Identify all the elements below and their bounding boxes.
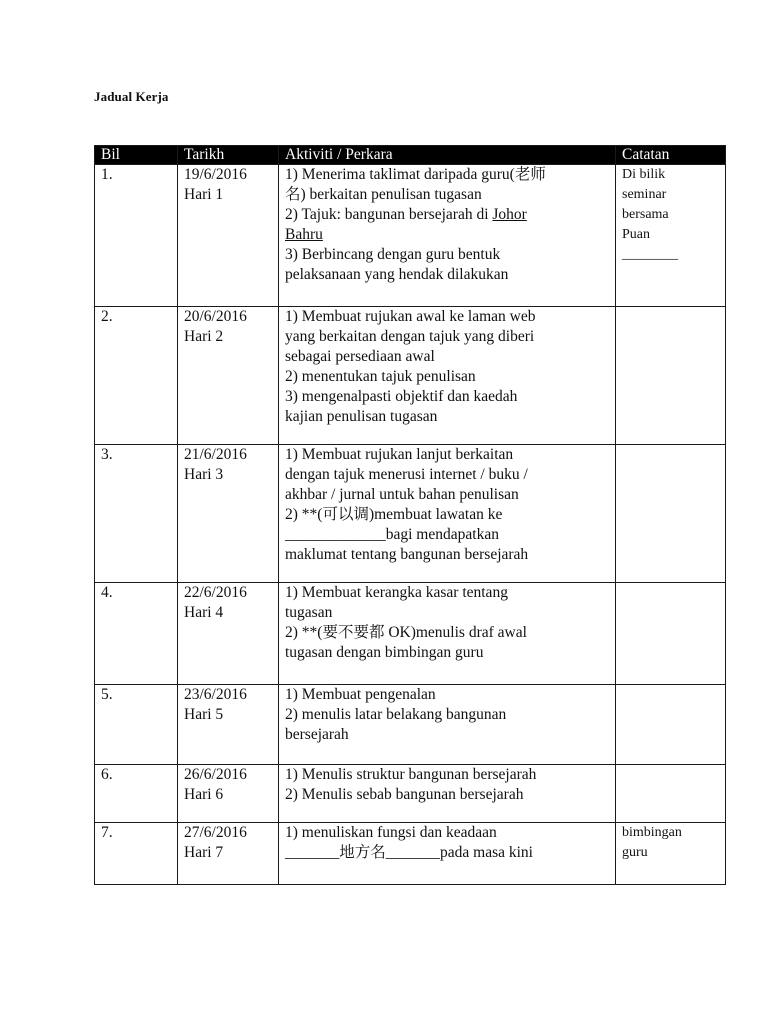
activity-text: 2) **(可以调)membuat lawatan ke: [285, 506, 503, 523]
cell-aktiviti: [279, 445, 616, 583]
activity-text: 1) Menulis struktur bangunan bersejarah: [285, 766, 537, 783]
activity-text: 2) Menulis sebab bangunan bersejarah: [285, 786, 524, 803]
activity-line: [285, 245, 609, 265]
cell-catatan: [616, 685, 726, 765]
row-day: Hari 2: [184, 328, 224, 345]
activity-line: [285, 407, 609, 427]
cell-aktiviti: [279, 823, 616, 885]
row-date: 23/6/2016: [184, 686, 247, 703]
cell-tarikh: [178, 165, 279, 307]
cell-bil: [95, 445, 178, 583]
row-day: Hari 1: [184, 186, 224, 203]
activity-text: 1) Menerima taklimat daripada guru(老师: [285, 166, 546, 183]
note-line: seminar: [622, 187, 667, 202]
activity-underlined-text: Bahru: [285, 226, 323, 243]
cell-catatan: [616, 583, 726, 685]
activity-text: pelaksanaan yang hendak dilakukan: [285, 266, 509, 283]
activity-line: [285, 205, 609, 225]
activity-text: tugasan: [285, 604, 333, 621]
activity-text: maklumat tentang bangunan bersejarah: [285, 546, 529, 563]
activity-line: [285, 185, 609, 205]
activity-line: [285, 725, 609, 745]
activity-line: [285, 505, 609, 525]
row-day: Hari 3: [184, 466, 224, 483]
row-number: 1.: [101, 166, 113, 183]
row-number: 7.: [101, 824, 113, 841]
cell-bil: [95, 165, 178, 307]
cell-catatan: [616, 307, 726, 445]
activity-line: [285, 785, 609, 805]
cell-tarikh: [178, 583, 279, 685]
activity-text: 3) mengenalpasti objektif dan kaedah: [285, 388, 518, 405]
row-number: 5.: [101, 686, 113, 703]
table-row: [95, 685, 726, 765]
activity-line: [285, 387, 609, 407]
table-row: [95, 445, 726, 583]
activity-text: _____________bagi mendapatkan: [285, 526, 499, 543]
row-number: 2.: [101, 308, 113, 325]
row-date: 19/6/2016: [184, 166, 247, 183]
activity-text: bersejarah: [285, 726, 349, 743]
row-number: 3.: [101, 446, 113, 463]
row-day: Hari 5: [184, 706, 224, 723]
row-date: 27/6/2016: [184, 824, 247, 841]
row-number: 6.: [101, 766, 113, 783]
activity-text: tugasan dengan bimbingan guru: [285, 644, 484, 661]
activity-text: 2) menentukan tajuk penulisan: [285, 368, 476, 385]
header-bil: Bil: [95, 146, 178, 165]
cell-bil: [95, 583, 178, 685]
header-aktiviti: Aktiviti / Perkara: [279, 146, 616, 165]
row-day: Hari 4: [184, 604, 224, 621]
activity-text: 1) Membuat rujukan awal ke laman web: [285, 308, 536, 325]
cell-aktiviti: [279, 765, 616, 823]
cell-bil: [95, 823, 178, 885]
activity-line: [285, 465, 609, 485]
activity-text: _______地方名_______pada masa kini: [285, 844, 533, 861]
activity-line: [285, 485, 609, 505]
activity-line: [285, 265, 609, 285]
activity-line: [285, 685, 609, 705]
activity-text: 2) menulis latar belakang bangunan: [285, 706, 507, 723]
cell-bil: [95, 765, 178, 823]
cell-tarikh: [178, 685, 279, 765]
activity-line: [285, 347, 609, 367]
activity-line: [285, 603, 609, 623]
row-date: 26/6/2016: [184, 766, 247, 783]
note-line: bimbingan: [622, 825, 682, 840]
header-catatan: Catatan: [616, 146, 726, 165]
cell-aktiviti: [279, 583, 616, 685]
activity-text: dengan tajuk menerusi internet / buku /: [285, 466, 528, 483]
note-line: bersama: [622, 207, 669, 222]
cell-tarikh: [178, 765, 279, 823]
header-tarikh: Tarikh: [178, 146, 279, 165]
activity-line: [285, 525, 609, 545]
header-row: [95, 146, 726, 165]
table-row: [95, 823, 726, 885]
activity-text: sebagai persediaan awal: [285, 348, 435, 365]
activity-text: 名) berkaitan penulisan tugasan: [285, 186, 482, 203]
activity-line: [285, 823, 609, 843]
cell-tarikh: [178, 445, 279, 583]
activity-text: 1) Membuat pengenalan: [285, 686, 436, 703]
activity-text: 3) Berbincang dengan guru bentuk: [285, 246, 501, 263]
row-date: 21/6/2016: [184, 446, 247, 463]
cell-aktiviti: [279, 307, 616, 445]
row-date: 22/6/2016: [184, 584, 247, 601]
note-line: guru: [622, 845, 648, 860]
note-line: Di bilik: [622, 167, 666, 182]
row-number: 4.: [101, 584, 113, 601]
activity-line: [285, 643, 609, 663]
activity-underlined-text: Johor: [492, 206, 527, 223]
note-line: Puan: [622, 227, 650, 242]
activity-line: [285, 327, 609, 347]
activity-text: 1) Membuat kerangka kasar tentang: [285, 584, 508, 601]
activity-line: [285, 843, 609, 863]
activity-line: [285, 225, 609, 245]
activity-line: [285, 445, 609, 465]
cell-aktiviti: [279, 685, 616, 765]
cell-catatan: [616, 765, 726, 823]
cell-catatan: [616, 445, 726, 583]
activity-line: [285, 545, 609, 565]
table-row: [95, 765, 726, 823]
activity-text: 2) **(要不要都 OK)menulis draf awal: [285, 624, 527, 641]
table-row: [95, 165, 726, 307]
row-day: Hari 6: [184, 786, 224, 803]
activity-text: 2) Tajuk: bangunan bersejarah di: [285, 206, 493, 223]
table-header: [95, 146, 726, 165]
activity-line: [285, 623, 609, 643]
activity-line: [285, 165, 609, 185]
activity-line: [285, 367, 609, 387]
cell-catatan: [616, 165, 726, 307]
work-schedule-table: [94, 145, 726, 885]
cell-bil: [95, 307, 178, 445]
activity-text: 1) menuliskan fungsi dan keadaan: [285, 824, 497, 841]
table-row: [95, 583, 726, 685]
activity-text: 1) Membuat rujukan lanjut berkaitan: [285, 446, 514, 463]
activity-line: [285, 583, 609, 603]
table-row: [95, 307, 726, 445]
activity-text: yang berkaitan dengan tajuk yang diberi: [285, 328, 535, 345]
activity-line: [285, 705, 609, 725]
row-date: 20/6/2016: [184, 308, 247, 325]
row-day: Hari 7: [184, 844, 224, 861]
cell-catatan: [616, 823, 726, 885]
cell-aktiviti: [279, 165, 616, 307]
cell-tarikh: [178, 823, 279, 885]
cell-bil: [95, 685, 178, 765]
activity-text: akhbar / jurnal untuk bahan penulisan: [285, 486, 519, 503]
activity-line: [285, 307, 609, 327]
activity-text: kajian penulisan tugasan: [285, 408, 438, 425]
note-line: ________: [622, 247, 678, 262]
table-body: [95, 165, 726, 885]
activity-line: [285, 765, 609, 785]
document-title: Jadual Kerja: [94, 89, 169, 104]
cell-tarikh: [178, 307, 279, 445]
